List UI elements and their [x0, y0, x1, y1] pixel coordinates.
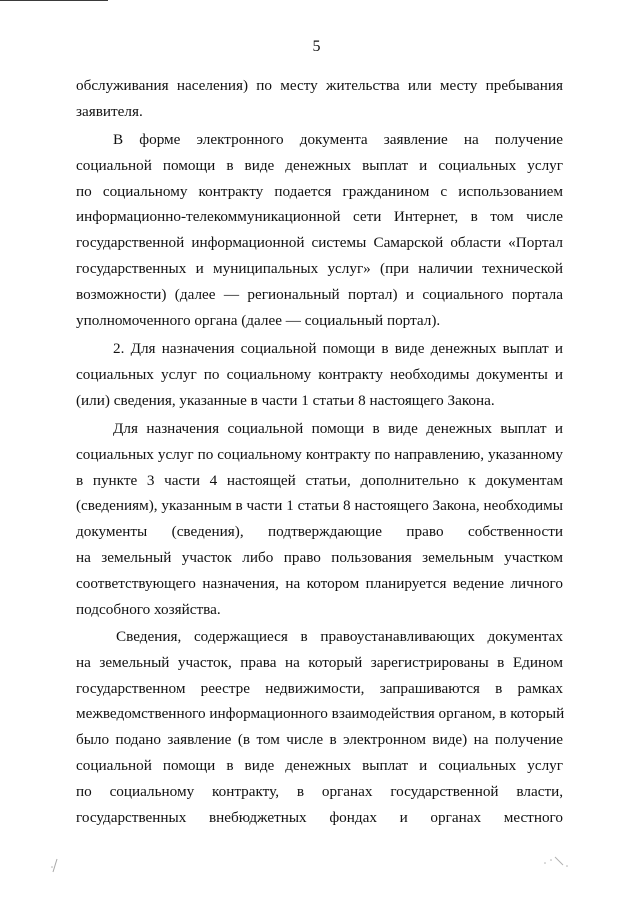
paragraph-land-plot-documents [76, 416, 563, 622]
text-line: государственных внебюджетных фондах и органах местного [76, 808, 563, 826]
text-line: по социальному контракту подается гражданином с использованием [76, 182, 563, 200]
text-line: социальных услуг по социальному контракту по направлению, указанному [76, 445, 563, 463]
text-line: государственных и муниципальных услуг» (при наличии технической [76, 259, 563, 277]
text-line: обслуживания населения) по месту жительства или месту пребывания [76, 77, 563, 94]
text-line: на земельный участок либо право пользования земельным участком [76, 548, 563, 566]
text-line: возможности) (далее — региональный портал) и социального портала [76, 285, 563, 303]
paragraph-item-2 [76, 336, 563, 413]
text-line: по социальному контракту, в органах государственной власти, [76, 782, 563, 800]
scan-mark-right [541, 853, 571, 869]
text-line: социальной помощи в виде денежных выплат и социальных услуг [76, 756, 563, 774]
top-edge-rule [0, 0, 108, 1]
text-line: Для назначения социальной помощи в виде денежных выплат и [113, 420, 563, 437]
text-line: (или) сведения, указанные в части 1 статьи 8 настоящего Закона. [76, 391, 495, 409]
text-line: межведомственного информационного взаимодействия органом, в который [76, 705, 565, 723]
text-line: соответствующего назначения, на котором планируется ведение личного [76, 574, 563, 592]
text-line: уполномоченного органа (далее — социальный портал). [76, 311, 441, 329]
text-line: документы (сведения), подтверждающие право собственности [76, 523, 563, 541]
text-line: было подано заявление (в том числе в электронном виде) на получение [76, 731, 563, 749]
text-line: государственном реестре недвижимости, запрашиваются в рамках [76, 679, 563, 697]
text-line: заявителя. [76, 102, 143, 120]
text-line: на земельный участок, права на который зарегистрированы в Едином [76, 653, 563, 671]
text-line: социальной помощи в виде денежных выплат и социальных услуг [76, 156, 563, 174]
text-line: в пункте 3 части 4 настоящей статьи, дополнительно к документам [76, 471, 563, 489]
text-line: В форме электронного документа заявление на получение [113, 131, 563, 148]
text-line: информационно-телекоммуникационной сети Интернет, в том числе [76, 208, 563, 226]
paragraph-electronic-form [76, 127, 563, 333]
text-line: 2. Для назначения социальной помощи в виде денежных выплат и [113, 340, 563, 357]
paragraph-continuation [76, 73, 563, 125]
page-number: 5 [312, 38, 321, 55]
text-line: (сведениям), указанным в части 1 статьи 8 настоящего Закона, необходимы [76, 497, 563, 515]
text-line: государственной информационной системы Самарской области «Портал [76, 234, 563, 252]
paragraph-registry-information [76, 624, 563, 830]
text-line: социальных услуг по социальному контракту необходимы документы и [76, 365, 563, 383]
scan-mark-left [48, 858, 62, 874]
text-line: Сведения, содержащиеся в правоустанавливающих документах [116, 628, 563, 645]
text-line: подсобного хозяйства. [76, 600, 221, 618]
